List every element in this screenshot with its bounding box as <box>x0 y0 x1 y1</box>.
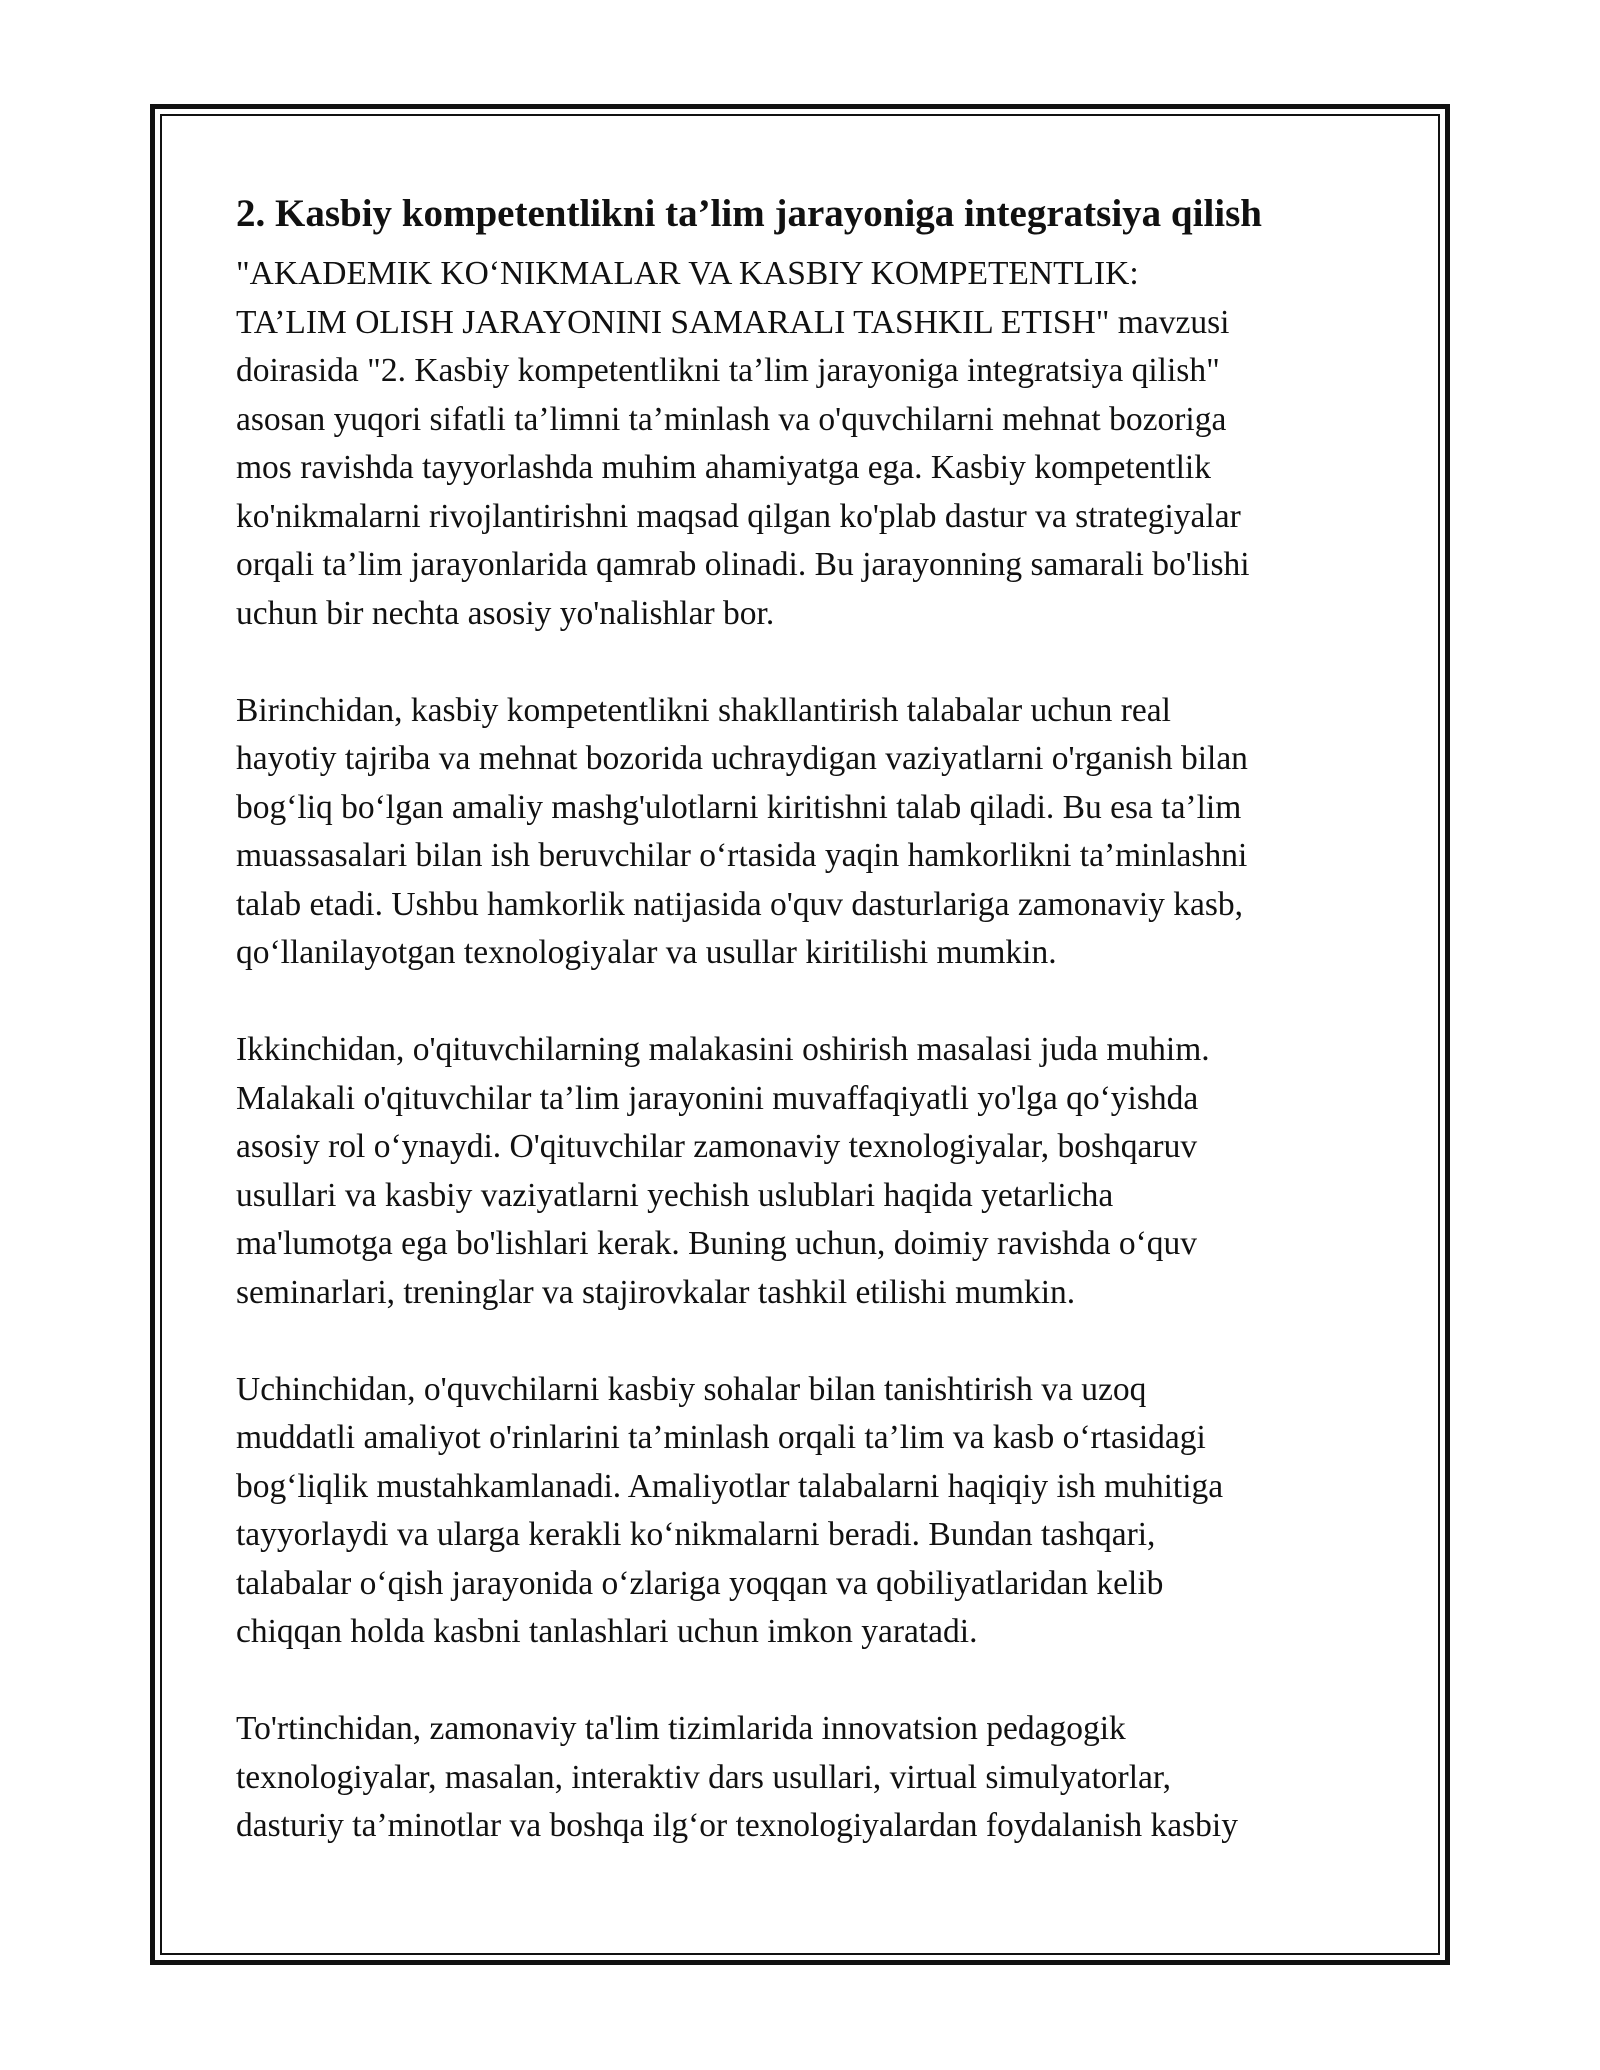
paragraph-third <box>236 1366 1366 1657</box>
paragraph-fourth <box>236 1705 1366 1851</box>
text-line: bog‘liqlik mustahkamlanadi. Amaliyotlar talabalarni haqiqiy ish muhitiga <box>236 1467 1224 1505</box>
text-line: bog‘liq bo‘lgan amaliy mashg'ulotlarni kiritishni talab qiladi. Bu esa ta’lim <box>236 788 1242 826</box>
text-line: texnologiyalar, masalan, interaktiv dars usullari, virtual simulyatorlar, <box>236 1758 1172 1796</box>
text-line: usullari va kasbiy vaziyatlarni yechish uslublari haqida yetarlicha <box>236 1176 1114 1214</box>
paragraph-first <box>236 687 1366 978</box>
text-line: ma'lumotga ega bo'lishlari kerak. Buning uchun, doimiy ravishda o‘quv <box>236 1225 1198 1262</box>
paragraph-intro <box>236 250 1366 638</box>
text-line: orqali ta’lim jarayonlarida qamrab olinadi. Bu jarayonning samarali bo'lishi <box>236 546 1250 583</box>
text-line: muassasalari bilan ish beruvchilar o‘rtasida yaqin hamkorlikni ta’minlashni <box>236 837 1248 874</box>
text-line: Malakali o'qituvchilar ta’lim jarayonini muvaffaqiyatli yo'lga qo‘yishda <box>236 1079 1199 1117</box>
text-line: muddatli amaliyot o'rinlarini ta’minlash orqali ta’lim va kasb o‘rtasidagi <box>236 1419 1206 1456</box>
text-line: ko'nikmalarni rivojlantirishni maqsad qilgan ko'plab dastur va strategiyalar <box>236 497 1241 535</box>
section-heading: 2. Kasbiy kompetentlikni ta’lim jarayoniga integratsiya qilish <box>236 192 1262 235</box>
text-line: asosiy rol o‘ynaydi. O'qituvchilar zamonaviy texnologiyalar, boshqaruv <box>236 1128 1198 1165</box>
document-body <box>236 186 1366 1899</box>
text-line: mos ravishda tayyorlashda muhim ahamiyatga ega. Kasbiy kompetentlik <box>236 449 1211 486</box>
text-line: dasturiy ta’minotlar va boshqa ilg‘or texnologiyalardan foydalanish kasbiy <box>236 1807 1238 1844</box>
text-line: chiqqan holda kasbni tanlashlari uchun imkon yaratadi. <box>236 1613 978 1650</box>
text-line: tayyorlaydi va ularga kerakli ko‘nikmalarni beradi. Bundan tashqari, <box>236 1516 1156 1553</box>
text-line: hayotiy tajriba va mehnat bozorida uchraydigan vaziyatlarni o'rganish bilan <box>236 740 1248 777</box>
text-line: Birinchidan, kasbiy kompetentlikni shakllantirish talabalar uchun real <box>236 691 1171 729</box>
text-line: To'rtinchidan, zamonaviy ta'lim tizimlarida innovatsion pedagogik <box>236 1710 1126 1747</box>
text-line: Uchinchidan, o'quvchilarni kasbiy sohalar bilan tanishtirish va uzoq <box>236 1370 1147 1408</box>
text-line: uchun bir nechta asosiy yo'nalishlar bor. <box>236 594 775 632</box>
text-line: doirasida "2. Kasbiy kompetentlikni ta’lim jarayoniga integratsiya qilish" <box>236 352 1220 389</box>
paragraph-second <box>236 1026 1366 1317</box>
text-line: talab etadi. Ushbu hamkorlik natijasida o'quv dasturlariga zamonaviy kasb, <box>236 885 1244 923</box>
text-line: qo‘llanilayotgan texnologiyalar va usullar kiritilishi mumkin. <box>236 934 1057 971</box>
text-line: Ikkinchidan, o'qituvchilarning malakasini oshirish masalasi juda muhim. <box>236 1031 1210 1068</box>
text-line: asosan yuqori sifatli ta’limni ta’minlash va o'quvchilarni mehnat bozoriga <box>236 400 1227 438</box>
text-line: TA’LIM OLISH JARAYONINI SAMARALI TASHKIL ETISH" mavzusi <box>236 303 1230 341</box>
text-line: talabalar o‘qish jarayonida o‘zlariga yoqqan va qobiliyatlaridan kelib <box>236 1564 1164 1602</box>
text-line: "AKADEMIK KO‘NIKMALAR VA KASBIY KOMPETENTLIK: <box>236 255 1139 292</box>
text-line: seminarlari, treninglar va stajirovkalar tashkil etilishi mumkin. <box>236 1273 1076 1311</box>
